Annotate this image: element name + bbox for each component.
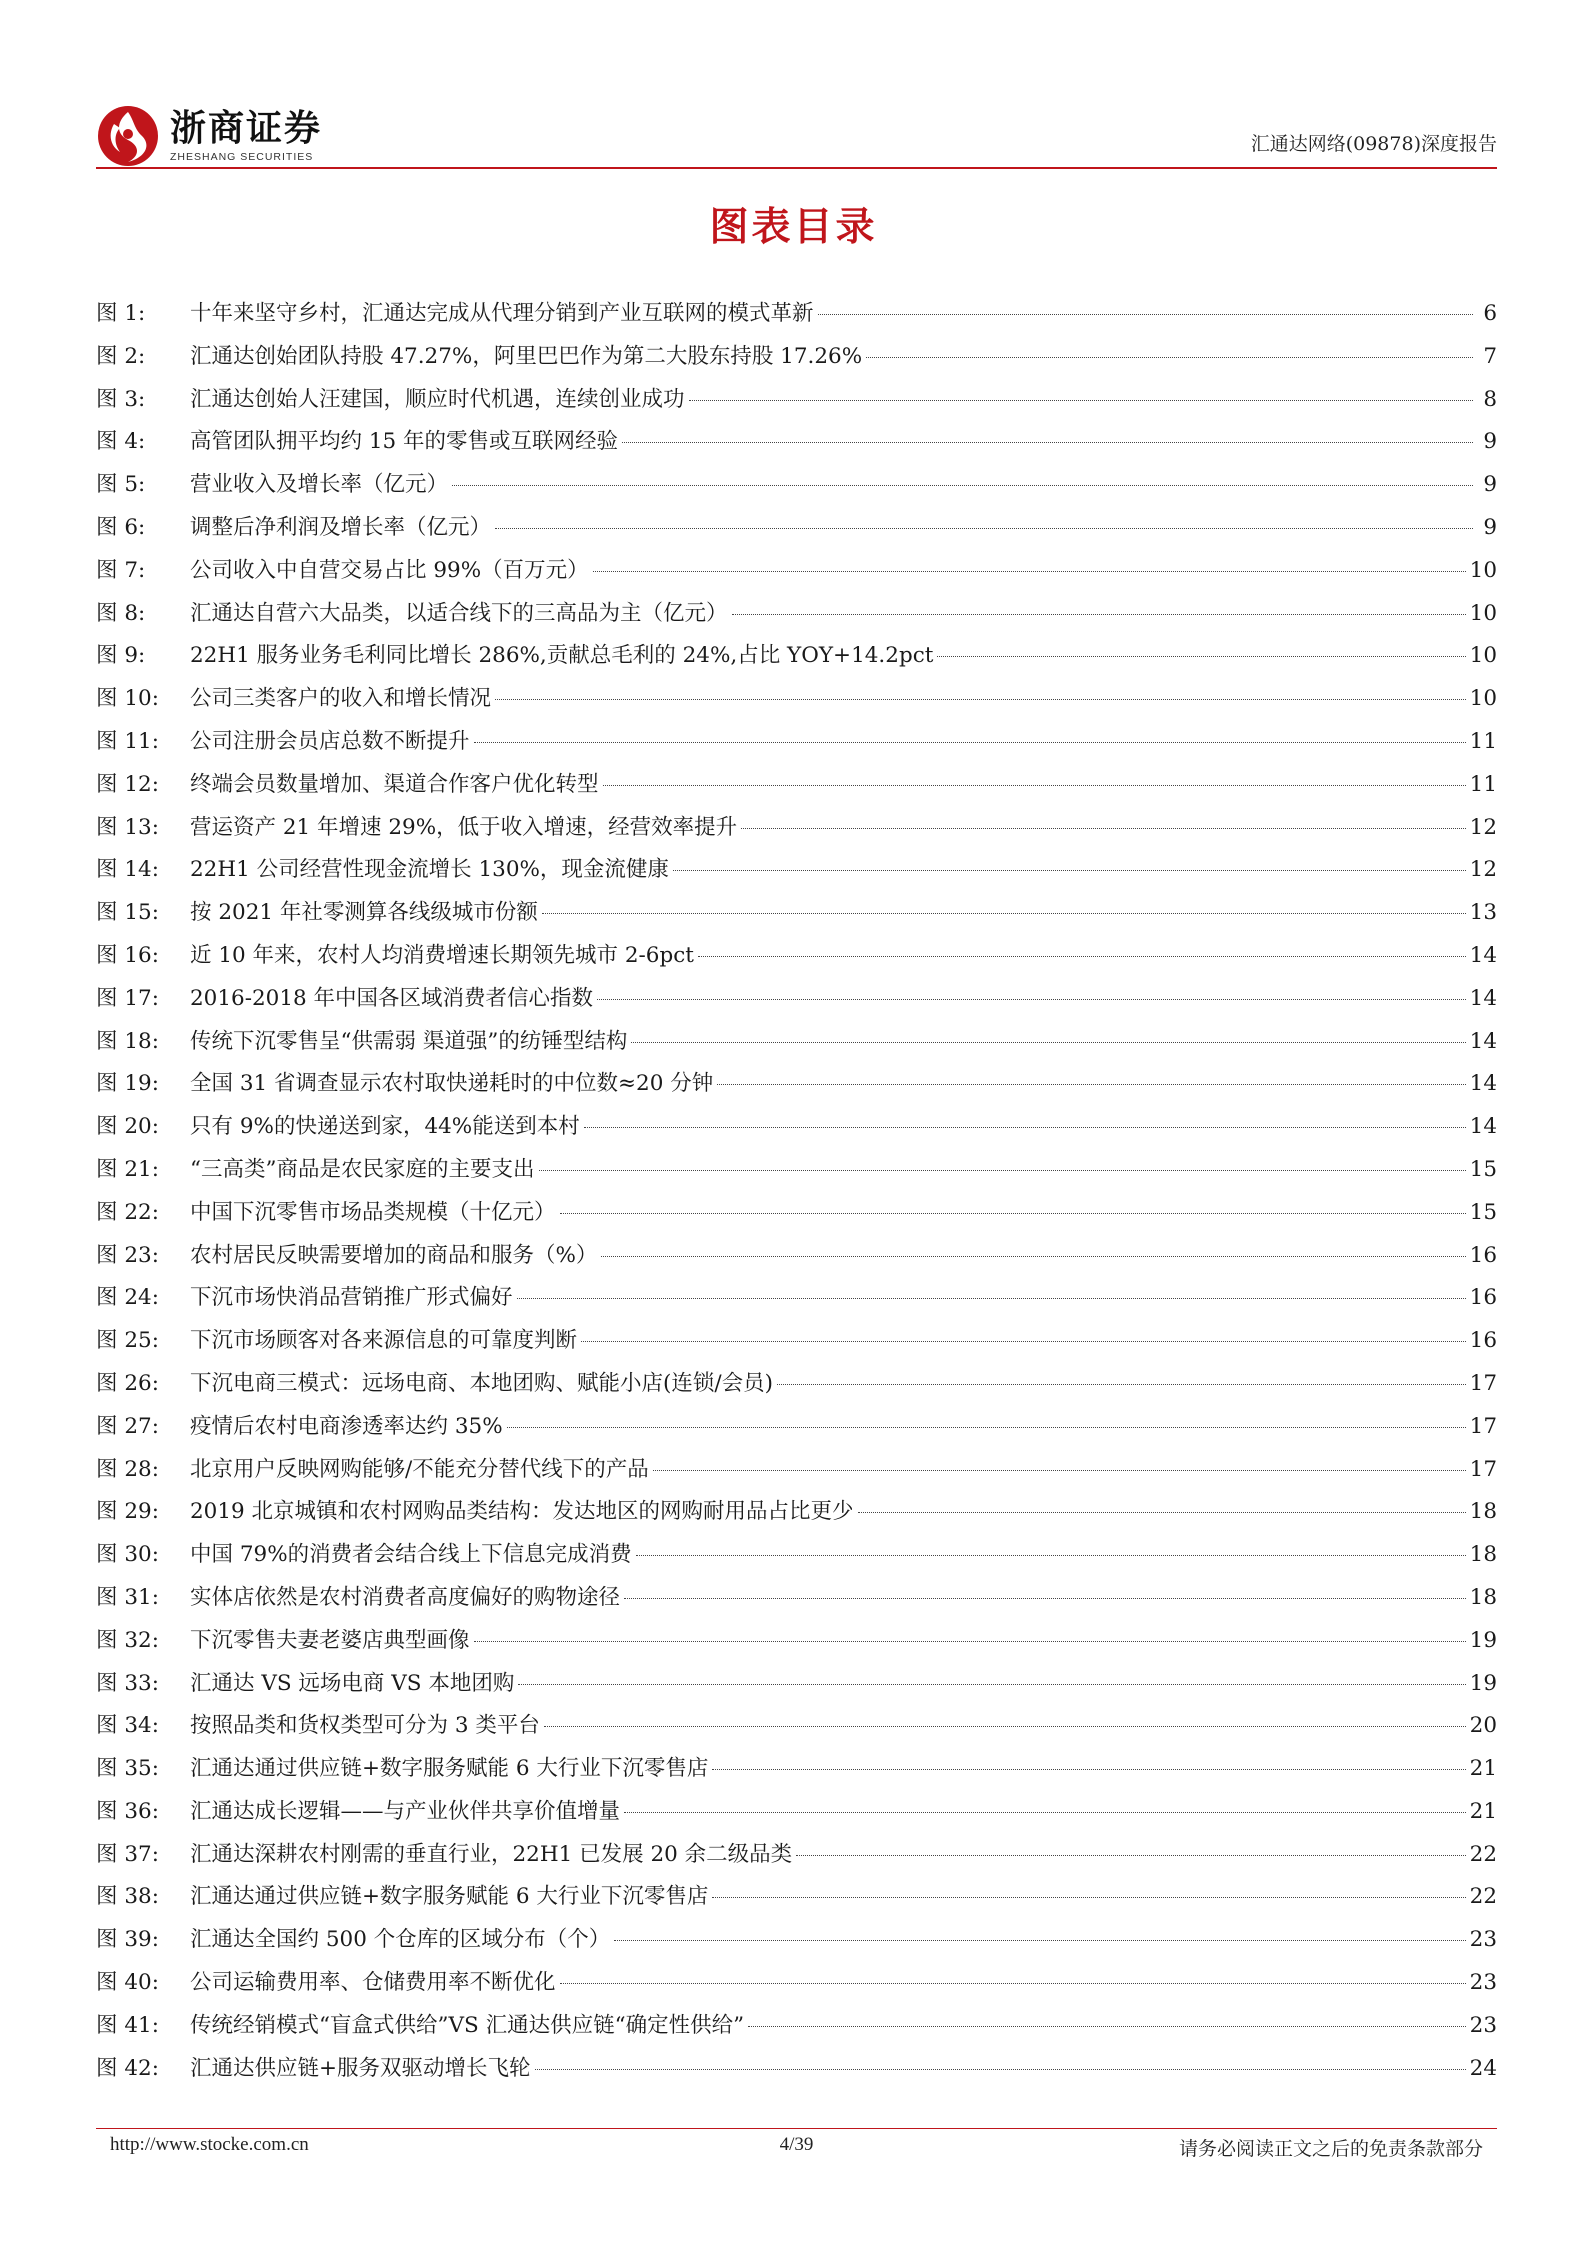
toc-figure-title: 十年来坚守乡村，汇通达完成从代理分销到产业互联网的模式革新: [190, 301, 814, 326]
toc-entry[interactable]: [96, 1280, 1497, 1323]
page-title: 图表目录: [709, 205, 878, 250]
toc-figure-title: 汇通达深耕农村刚需的垂直行业，22H1 已发展 20 余二级品类: [190, 1841, 793, 1867]
toc-dot-leader: [717, 1084, 1465, 1085]
toc-entry[interactable]: [96, 1922, 1497, 1965]
toc-entry[interactable]: [96, 1366, 1497, 1409]
toc-entry[interactable]: [96, 1537, 1497, 1580]
toc-page-number: 17: [1469, 1370, 1497, 1396]
toc-figure-title: 中国下沉零售市场品类规模（十亿元）: [190, 1199, 556, 1225]
toc-figure-label: 图 32:: [96, 1627, 159, 1653]
toc-entry[interactable]: [96, 852, 1497, 895]
toc-dot-leader: [689, 400, 1473, 401]
toc-figure-label: 图 20:: [96, 1114, 159, 1140]
toc-figure-title: 传统经销模式“盲盒式供给”VS 汇通达供应链“确定性供给”: [190, 2012, 745, 2038]
toc-figure-title: 汇通达供应链+服务双驱动增长飞轮: [190, 2055, 531, 2081]
toc-figure-title: 下沉零售夫妻老婆店典型画像: [190, 1627, 470, 1653]
company-logo: [96, 104, 322, 168]
page-footer: [96, 2134, 1497, 2164]
toc-dot-leader: [544, 1726, 1466, 1727]
toc-page-number: 9: [1483, 472, 1497, 498]
toc-figure-label: 图 21:: [96, 1156, 159, 1182]
toc-page-number: 10: [1469, 686, 1497, 712]
toc-dot-leader: [622, 442, 1473, 443]
toc-dot-leader: [937, 656, 1465, 657]
footer-url-link[interactable]: http://www.stocke.com.cn: [110, 2134, 309, 2155]
toc-page-number: 23: [1469, 2012, 1497, 2038]
toc-figure-title: 22H1 服务业务毛利同比增长 286%,贡献总毛利的 24%,占比 YOY+14.2pct: [190, 643, 934, 669]
toc-entry[interactable]: [96, 1666, 1497, 1709]
toc-page-number: 14: [1469, 1114, 1497, 1140]
toc-dot-leader: [560, 1983, 1466, 1984]
toc-entry[interactable]: [96, 1879, 1497, 1922]
toc-dot-leader: [624, 1812, 1466, 1813]
toc-page-number: 19: [1469, 1670, 1497, 1696]
toc-page-number: 14: [1469, 985, 1497, 1011]
toc-entry[interactable]: [96, 1452, 1497, 1495]
toc-figure-label: 图 22:: [96, 1199, 159, 1225]
toc-figure-label: 图 2:: [96, 343, 146, 369]
toc-entry[interactable]: [96, 467, 1497, 510]
toc-figure-label: 图 8:: [96, 600, 146, 626]
toc-figure-label: 图 5:: [96, 472, 146, 498]
toc-figure-title: 下沉市场顾客对各来源信息的可靠度判断: [190, 1328, 578, 1354]
toc-page-number: 18: [1469, 1542, 1497, 1568]
toc-dot-leader: [539, 1170, 1466, 1171]
page-header: [96, 96, 1497, 170]
toc-dot-leader: [601, 1256, 1465, 1257]
toc-figure-label: 图 30:: [96, 1542, 159, 1568]
toc-figure-title: 汇通达通过供应链+数字服务赋能 6 大行业下沉零售店: [190, 1884, 709, 1910]
toc-entry[interactable]: [96, 296, 1497, 339]
toc-figure-label: 图 14:: [96, 857, 159, 883]
toc-figure-label: 图 28:: [96, 1456, 159, 1482]
toc-entry[interactable]: [96, 1323, 1497, 1366]
toc-figure-label: 图 26:: [96, 1370, 159, 1396]
toc-dot-leader: [452, 485, 1473, 486]
toc-page-number: 8: [1483, 386, 1497, 412]
toc-figure-title: 公司三类客户的收入和增长情况: [190, 686, 492, 712]
toc-figure-label: 图 39:: [96, 1927, 159, 1953]
toc-entry[interactable]: [96, 596, 1497, 639]
toc-figure-label: 图 12:: [96, 771, 159, 797]
toc-entry[interactable]: [96, 1109, 1497, 1152]
toc-entry[interactable]: [96, 810, 1497, 853]
toc-page-number: 10: [1469, 643, 1497, 669]
toc-page-number: 9: [1483, 429, 1497, 455]
toc-dot-leader: [712, 1769, 1465, 1770]
toc-page-number: 17: [1469, 1413, 1497, 1439]
toc-entry[interactable]: [96, 724, 1497, 767]
toc-entry[interactable]: [96, 1066, 1497, 1109]
toc-entry[interactable]: [96, 1195, 1497, 1238]
disclaimer-note: 请务必阅读正文之后的免责条款部分: [1178, 2138, 1483, 2160]
toc-figure-title: 下沉电商三模式：远场电商、本地团购、赋能小店(连锁/会员): [190, 1370, 774, 1396]
toc-dot-leader: [741, 828, 1465, 829]
toc-figure-title: 高管团队拥平均约 15 年的零售或互联网经验: [190, 429, 619, 455]
toc-page-number: 15: [1469, 1156, 1497, 1182]
toc-dot-leader: [858, 1512, 1466, 1513]
toc-figure-title: 下沉市场快消品营销推广形式偏好: [190, 1285, 513, 1311]
toc-entry[interactable]: [96, 1024, 1497, 1067]
toc-figure-title: 公司收入中自营交易占比 99%（百万元）: [190, 557, 589, 583]
toc-figure-title: 农村居民反映需要增加的商品和服务（%）: [190, 1242, 598, 1268]
toc-dot-leader: [584, 1127, 1466, 1128]
toc-entry[interactable]: [96, 1708, 1497, 1751]
toc-page-number: 21: [1469, 1798, 1497, 1824]
toc-dot-leader: [796, 1855, 1465, 1856]
toc-page-number: 14: [1469, 942, 1497, 968]
toc-page-number: 22: [1469, 1884, 1497, 1910]
toc-figure-label: 图 4:: [96, 429, 146, 455]
toc-dot-leader: [673, 870, 1466, 871]
toc-figure-label: 图 23:: [96, 1242, 159, 1268]
toc-figure-title: 中国 79%的消费者会结合线上下信息完成消费: [190, 1542, 632, 1568]
toc-figure-label: 图 37:: [96, 1841, 159, 1867]
toc-page-number: 11: [1469, 771, 1497, 797]
toc-figure-label: 图 1:: [96, 301, 146, 326]
toc-figure-label: 图 42:: [96, 2055, 159, 2081]
toc-page-number: 13: [1469, 900, 1497, 926]
toc-dot-leader: [560, 1213, 1466, 1214]
toc-page-number: 22: [1469, 1841, 1497, 1867]
toc-figure-title: 汇通达全国约 500 个仓库的区域分布（个）: [190, 1927, 611, 1953]
toc-dot-leader: [732, 614, 1466, 615]
toc-figure-label: 图 18:: [96, 1028, 159, 1054]
toc-figure-title: 按 2021 年社零测算各线级城市份额: [190, 900, 538, 926]
toc-figure-label: 图 27:: [96, 1413, 159, 1439]
toc-dot-leader: [614, 1940, 1465, 1941]
toc-dot-leader: [535, 2069, 1466, 2070]
toc-figure-title: 汇通达创始人汪建国，顺应时代机遇，连续创业成功: [190, 386, 685, 412]
toc-entry[interactable]: [96, 510, 1497, 553]
toc-figure-label: 图 25:: [96, 1328, 159, 1354]
toc-figure-label: 图 10:: [96, 686, 159, 712]
toc-entry[interactable]: [96, 767, 1497, 810]
toc-dot-leader: [636, 1555, 1466, 1556]
toc-dot-leader: [818, 314, 1473, 315]
toc-figure-title: 只有 9%的快递送到家，44%能送到本村: [190, 1114, 580, 1140]
toc-page-number: 20: [1469, 1713, 1497, 1739]
toc-dot-leader: [866, 357, 1473, 358]
toc-figure-title: 汇通达自营六大品类，以适合线下的三高品为主（亿元）: [190, 600, 728, 626]
toc-dot-leader: [698, 956, 1466, 957]
toc-page-number: 10: [1469, 557, 1497, 583]
toc-figure-title: 汇通达 VS 远场电商 VS 本地团购: [190, 1670, 515, 1696]
toc-figure-title: “三高类”商品是农民家庭的主要支出: [190, 1156, 535, 1182]
toc-dot-leader: [542, 913, 1466, 914]
figure-table-of-contents: [96, 296, 1497, 2093]
toc-page-number: 17: [1469, 1456, 1497, 1482]
toc-entry[interactable]: [96, 1751, 1497, 1794]
toc-page-number: 16: [1469, 1242, 1497, 1268]
toc-figure-title: 疫情后农村电商渗透率达约 35%: [190, 1413, 503, 1439]
toc-figure-label: 图 40:: [96, 1970, 159, 1996]
toc-dot-leader: [581, 1341, 1466, 1342]
toc-page-number: 16: [1469, 1285, 1497, 1311]
toc-entry[interactable]: [96, 424, 1497, 467]
toc-page-number: 24: [1469, 2055, 1497, 2081]
toc-entry[interactable]: [96, 553, 1497, 596]
toc-page-number: 23: [1469, 1927, 1497, 1953]
toc-page-number: 15: [1469, 1199, 1497, 1225]
toc-entry[interactable]: [96, 1152, 1497, 1195]
toc-page-number: 11: [1469, 728, 1497, 754]
toc-figure-label: 图 6:: [96, 514, 146, 540]
logo-chinese-name: 浙商证券: [170, 108, 323, 149]
toc-page-number: 6: [1483, 301, 1497, 326]
toc-dot-leader: [631, 1042, 1465, 1043]
toc-page-number: 19: [1469, 1627, 1497, 1653]
toc-entry[interactable]: [96, 2051, 1497, 2094]
toc-figure-label: 图 9:: [96, 643, 146, 669]
toc-page-number: 9: [1483, 514, 1497, 540]
toc-dot-leader: [748, 2026, 1466, 2027]
toc-figure-title: 传统下沉零售呈“供需弱 渠道强”的纺锤型结构: [190, 1028, 628, 1054]
toc-figure-title: 全国 31 省调查显示农村取快递耗时的中位数≈20 分钟: [190, 1071, 714, 1097]
toc-entry[interactable]: [96, 1494, 1497, 1537]
toc-figure-title: 营运资产 21 年增速 29%，低于收入增速，经营效率提升: [190, 814, 738, 840]
toc-dot-leader: [712, 1897, 1465, 1898]
toc-dot-leader: [495, 528, 1473, 529]
toc-entry[interactable]: [96, 382, 1497, 425]
toc-figure-label: 图 29:: [96, 1499, 159, 1525]
toc-dot-leader: [624, 1598, 1466, 1599]
toc-dot-leader: [507, 1427, 1466, 1428]
toc-figure-title: 调整后净利润及增长率（亿元）: [190, 514, 492, 540]
toc-page-number: 23: [1469, 1970, 1497, 1996]
page-number: 4/39: [779, 2134, 814, 2155]
toc-figure-title: 公司注册会员店总数不断提升: [190, 728, 470, 754]
toc-page-number: 12: [1469, 814, 1497, 840]
toc-figure-title: 北京用户反映网购能够/不能充分替代线下的产品: [190, 1456, 649, 1482]
toc-entry[interactable]: [96, 895, 1497, 938]
toc-figure-title: 汇通达创始团队持股 47.27%，阿里巴巴作为第二大股东持股 17.26%: [190, 343, 863, 369]
toc-entry[interactable]: [96, 1965, 1497, 2008]
toc-figure-title: 营业收入及增长率（亿元）: [190, 472, 449, 498]
toc-page-number: 10: [1469, 600, 1497, 626]
toc-dot-leader: [495, 699, 1466, 700]
toc-figure-label: 图 16:: [96, 942, 159, 968]
toc-entry[interactable]: [96, 681, 1497, 724]
toc-dot-leader: [517, 1298, 1466, 1299]
toc-page-number: 21: [1469, 1756, 1497, 1782]
toc-dot-leader: [597, 999, 1466, 1000]
toc-page-number: 18: [1469, 1499, 1497, 1525]
toc-figure-label: 图 19:: [96, 1071, 159, 1097]
toc-figure-title: 按照品类和货权类型可分为 3 类平台: [190, 1713, 540, 1739]
toc-dot-leader: [518, 1684, 1465, 1685]
toc-figure-label: 图 38:: [96, 1884, 159, 1910]
toc-dot-leader: [653, 1470, 1466, 1471]
toc-dot-leader: [474, 742, 1466, 743]
toc-figure-title: 汇通达通过供应链+数字服务赋能 6 大行业下沉零售店: [190, 1756, 709, 1782]
toc-entry[interactable]: [96, 938, 1497, 981]
zheshang-logo-icon: [96, 104, 160, 168]
toc-page-number: 18: [1469, 1584, 1497, 1610]
toc-figure-label: 图 31:: [96, 1584, 159, 1610]
toc-figure-label: 图 15:: [96, 900, 159, 926]
toc-figure-title: 2016-2018 年中国各区域消费者信心指数: [190, 985, 594, 1011]
toc-entry[interactable]: [96, 1580, 1497, 1623]
logo-english-name: ZHESHANG SECURITIES: [170, 151, 314, 163]
header-divider: [96, 167, 1497, 169]
toc-entry[interactable]: [96, 1409, 1497, 1452]
toc-figure-label: 图 7:: [96, 557, 146, 583]
toc-page-number: 14: [1469, 1028, 1497, 1054]
toc-figure-label: 图 24:: [96, 1285, 159, 1311]
toc-entry[interactable]: [96, 1837, 1497, 1880]
toc-dot-leader: [603, 785, 1466, 786]
toc-figure-title: 近 10 年来，农村人均消费增速长期领先城市 2-6pct: [190, 942, 694, 968]
toc-figure-title: 22H1 公司经营性现金流增长 130%，现金流健康: [190, 857, 669, 883]
toc-figure-label: 图 41:: [96, 2012, 159, 2038]
toc-dot-leader: [593, 571, 1466, 572]
toc-page-number: 7: [1483, 343, 1497, 369]
toc-page-number: 14: [1469, 1071, 1497, 1097]
toc-figure-label: 图 17:: [96, 985, 159, 1011]
toc-figure-title: 汇通达成长逻辑——与产业伙伴共享价值增量: [190, 1798, 621, 1824]
toc-figure-title: 终端会员数量增加、渠道合作客户优化转型: [190, 771, 599, 797]
toc-page-number: 12: [1469, 857, 1497, 883]
report-title: 汇通达网络(09878)深度报告: [1250, 133, 1497, 155]
toc-entry[interactable]: [96, 1238, 1497, 1281]
toc-dot-leader: [474, 1641, 1466, 1642]
toc-entry[interactable]: [96, 1623, 1497, 1666]
toc-entry[interactable]: [96, 2008, 1497, 2051]
toc-figure-label: 图 35:: [96, 1756, 159, 1782]
toc-dot-leader: [777, 1384, 1466, 1385]
toc-entry[interactable]: [96, 981, 1497, 1024]
toc-figure-label: 图 34:: [96, 1713, 159, 1739]
toc-figure-title: 实体店依然是农村消费者高度偏好的购物途径: [190, 1584, 621, 1610]
footer-divider: [96, 2128, 1497, 2129]
toc-figure-label: 图 3:: [96, 386, 146, 412]
toc-figure-label: 图 33:: [96, 1670, 159, 1696]
toc-figure-label: 图 36:: [96, 1798, 159, 1824]
toc-figure-title: 2019 北京城镇和农村网购品类结构：发达地区的网购耐用品占比更少: [190, 1499, 854, 1525]
toc-page-number: 16: [1469, 1328, 1497, 1354]
toc-figure-title: 公司运输费用率、仓储费用率不断优化: [190, 1970, 556, 1996]
toc-entry[interactable]: [96, 1794, 1497, 1837]
toc-figure-label: 图 13:: [96, 814, 159, 840]
toc-figure-label: 图 11:: [96, 728, 159, 754]
toc-entry[interactable]: [96, 638, 1497, 681]
toc-entry[interactable]: [96, 339, 1497, 382]
